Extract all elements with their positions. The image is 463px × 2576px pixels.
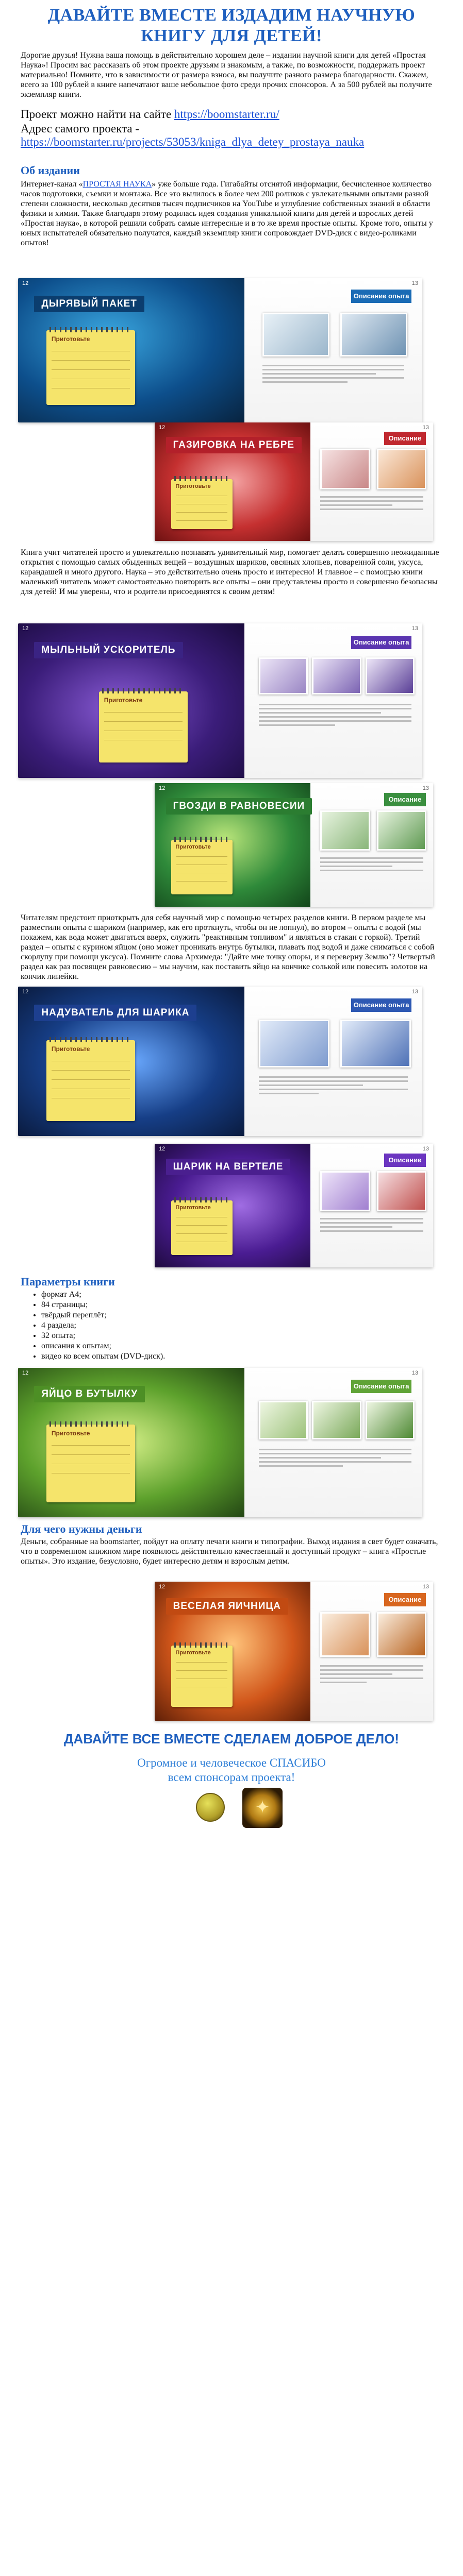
spread-right-page [310, 1582, 433, 1721]
money-heading: Для чего нужны деньги [21, 1522, 142, 1535]
step-photo [340, 313, 407, 356]
book-spread-7 [18, 1368, 422, 1517]
notepad-heading: Приготовьте [175, 1650, 211, 1656]
notepad-heading: Приготовьте [51, 1045, 90, 1053]
book-spread-2 [155, 422, 433, 541]
description-text [262, 365, 405, 385]
ingredients-notepad [46, 1425, 135, 1502]
spread-title: ГАЗИРОВКА НА РЕБРЕ [166, 437, 302, 453]
notepad-heading: Приготовьте [175, 844, 211, 851]
page-number: 13 [422, 785, 429, 791]
notepad-heading: Приготовьте [175, 483, 211, 490]
book-spread-8 [155, 1582, 433, 1721]
spread-right-page [310, 1144, 433, 1267]
page-number: 13 [422, 425, 429, 431]
spread-title: ГВОЗДИ В РАВНОВЕСИИ [166, 798, 312, 815]
step-photo [377, 449, 426, 490]
description-text [320, 857, 423, 874]
params-item: • 84 страницы; [41, 1300, 165, 1310]
page-number: 12 [22, 625, 29, 632]
page-number: 12 [22, 1370, 29, 1376]
project-address-link[interactable]: https://boomstarter.ru/projects/53053/kniga_dlya_detey_prostaya_nauka [21, 135, 365, 148]
sponsor-emblem [242, 1788, 283, 1828]
spread-title: ВЕСЕЛАЯ ЯИЧНИЦА [166, 1598, 288, 1615]
spread-ribbon: Описание опыта [351, 636, 411, 649]
spread-ribbon: Описание [384, 432, 426, 445]
page-title-line-1: ДАВАЙТЕ ВМЕСТЕ ИЗДАДИМ НАУЧНУЮ [47, 6, 416, 25]
step-photo [312, 1401, 361, 1440]
spread-right-page [244, 987, 422, 1136]
ingredients-notepad [46, 1040, 135, 1121]
params-item: • формат A4; [41, 1290, 165, 1300]
page-number: 12 [22, 989, 29, 995]
ingredients-notepad [171, 479, 233, 529]
spread-ribbon: Описание [384, 793, 426, 806]
ingredients-notepad [171, 840, 233, 894]
page-number: 13 [411, 625, 418, 632]
book-spread-4 [155, 783, 433, 907]
page-number: 12 [159, 1146, 166, 1152]
spread-title: ДЫРЯВЫЙ ПАКЕТ [34, 296, 144, 312]
spread-ribbon: Описание [384, 1593, 426, 1606]
ingredients-notepad [46, 330, 135, 405]
step-photo [320, 1171, 370, 1211]
book-spread-3 [18, 623, 422, 778]
step-photo [320, 449, 370, 490]
project-site-prefix: Проект можно найти на сайте [21, 108, 174, 121]
project-address-line [21, 135, 442, 149]
spread-right-page [244, 1368, 422, 1517]
step-photo [259, 1020, 329, 1067]
about-paragraph-1-end: » уже больше года. Гигабайты отснятой информации, бесчисленное количество часов подготовки, съемки и монтажа. Все это вылилось в более чем 200 роликов с увлекательными опытами разной степени сложности, несколько десятков тысяч подписчиков на YouTube и углубление собственных знаний в области физики и химии. Также благодаря этому родилась идея создания уникальной книги для детей и взрослых детей «Простая наука», в которой решили собрать самые интересные и в то же время простые опыты. Кроме того, опыты у юных испытателей обязательно получатся, каждый экземпляр книги сопровождает DVD-диск с видео-роликами опытов! [21, 180, 433, 247]
notepad-heading: Приготовьте [51, 1430, 90, 1437]
step-photo [366, 657, 415, 694]
project-site-line [21, 107, 442, 121]
ingredients-notepad [171, 1646, 233, 1707]
step-photo [259, 1401, 308, 1440]
params-item: • описания к опытам; [41, 1341, 165, 1351]
step-photo [312, 657, 361, 694]
spread-ribbon: Описание опыта [351, 1380, 411, 1393]
spread-right-page [244, 623, 422, 778]
description-text [259, 1076, 408, 1097]
book-spread-5 [18, 987, 422, 1136]
spread-title: ЯЙЦО В БУТЫЛКУ [34, 1386, 145, 1402]
spread-ribbon: Описание опыта [351, 998, 411, 1012]
page-number: 12 [159, 785, 166, 791]
thanks-line-1: Огромное и человеческое СПАСИБО [137, 1756, 326, 1769]
description-text [259, 704, 412, 728]
params-item: • видео ко всем опытам (DVD-диск). [41, 1351, 165, 1362]
page-number: 12 [22, 280, 29, 286]
notepad-heading: Приготовьте [104, 697, 143, 704]
description-text [320, 496, 423, 513]
spread-ribbon: Описание [384, 1154, 426, 1167]
thanks-line-2: всем спонсорам проекта! [168, 1771, 295, 1784]
notepad-heading: Приготовьте [51, 335, 90, 343]
channel-link[interactable]: ПРОСТАЯ НАУКА [82, 180, 152, 189]
page-number: 13 [422, 1584, 429, 1590]
params-item: • твёрдый переплёт; [41, 1310, 165, 1320]
spread-right-page [310, 783, 433, 907]
about-paragraph-2: Книга учит читателей просто и увлекательно познавать удивительный мир, помогает делать совершенно неожиданные открытия с помощью самых обыденных вещей – воздушных шариков, овсяных хлопьев, поваренной соли, уксуса, карандашей и много другого. Наука – это действительно очень просто и интересно! И главное – с помощью книги маленький читатель может самостоятельно повторить все опыты – они представлены просто и совершенно безопасны для детей! И мы уверены, что и родители присоединятся к своим детям! [21, 548, 439, 596]
params-heading: Параметры книги [21, 1275, 115, 1288]
step-photo [377, 1612, 426, 1657]
step-photo [320, 1612, 370, 1657]
about-heading: Об издании [21, 164, 80, 177]
params-list [21, 1290, 165, 1362]
page-number: 12 [159, 1584, 166, 1590]
description-text [320, 1665, 423, 1686]
description-text [259, 1449, 412, 1469]
book-spread-1 [18, 278, 422, 422]
page-number: 13 [422, 1146, 429, 1152]
params-item: • 4 раздела; [41, 1320, 165, 1331]
step-photo [366, 1401, 415, 1440]
about-paragraph-3: Читателям предстоит приоткрыть для себя научный мир с помощью четырех разделов книги. В первом разделе мы разместили опыты с шариком (например, как его проткнуть, чтобы он не лопнул), во втором – опыты с водой (мы покажем, как вода может двигаться вверх, служить "реактивным топливом" и являться в стакан с горкой). Третий раздел – опыты с курином яйцом (оно может проникать внутрь бутылки, плавать под водой и даже сниматься с собой скорлупу при помощи уксуса). Помните слова Архимеда: "Дайте мне точку опоры, и я переверну Землю"? Четвертый раздел как раз посвящен равновесию – мы научим, как поставить яйцо на кончике солькой или повесить золотов на кончик линейки. [21, 913, 435, 981]
intro-paragraph: Дорогие друзья! Нужна ваша помощь в действительно хорошем деле – издании научной книги для детей «Простая Наука»! Просим вас рассказать об этом проекте друзьям и знакомым, а также, по возможности, поддержать проект материально! Помните, что в зависимости от размера взноса, вы получите разного размера благодарности. Скажем, всего за 100 рублей в книге напечатают ваше небольшое фото среди прочих спонсоров. А за 500 рублей вы получите экземпляр книги. [21, 51, 432, 99]
closing-title: ДАВАЙТЕ ВСЕ ВМЕСТЕ СДЕЛАЕМ ДОБРОЕ ДЕЛО! [64, 1731, 399, 1747]
spread-ribbon: Описание опыта [351, 290, 411, 303]
about-paragraph-1 [21, 179, 442, 248]
project-address-label: Адрес самого проекта - [21, 122, 140, 135]
page-title-line-2: КНИГУ ДЛЯ ДЕТЕЙ! [141, 26, 322, 45]
params-item: • 32 опыта; [41, 1331, 165, 1341]
spread-right-page [310, 422, 433, 541]
step-photo [377, 810, 426, 851]
notepad-heading: Приготовьте [175, 1205, 211, 1211]
project-site-link[interactable]: https://boomstarter.ru/ [174, 108, 279, 121]
ingredients-notepad [99, 691, 188, 762]
spread-title: НАДУВАТЕЛЬ ДЛЯ ШАРИКА [34, 1005, 196, 1021]
step-photo [377, 1171, 426, 1211]
step-photo [340, 1020, 411, 1067]
step-photo [259, 657, 308, 694]
ingredients-notepad [171, 1200, 233, 1255]
page-number: 13 [411, 1370, 418, 1376]
page-number: 13 [411, 280, 418, 286]
spread-title: МЫЛЬНЫЙ УСКОРИТЕЛЬ [34, 642, 183, 658]
page-number: 13 [411, 989, 418, 995]
book-spread-6 [155, 1144, 433, 1267]
page-number: 12 [159, 425, 166, 431]
description-text [320, 1218, 423, 1234]
sponsor-logo [196, 1793, 225, 1822]
about-paragraph-1-start: Интернет-канал « [21, 180, 83, 189]
money-paragraph: Деньги, собранные на boomstarter, пойдут на оплату печати книги и типографии. Выход издания в свет будет означать, что в современном книжном мире появилось действительно качественный и доступный продукт – книга «Простые опыты». Это издание, безусловно, будет интересно детям и взрослым детям. [21, 1537, 438, 1566]
step-photo [262, 313, 329, 356]
step-photo [320, 810, 370, 851]
page-title [21, 5, 442, 46]
spread-right-page [244, 278, 422, 422]
spread-title: ШАРИК НА ВЕРТЕЛЕ [166, 1159, 291, 1175]
